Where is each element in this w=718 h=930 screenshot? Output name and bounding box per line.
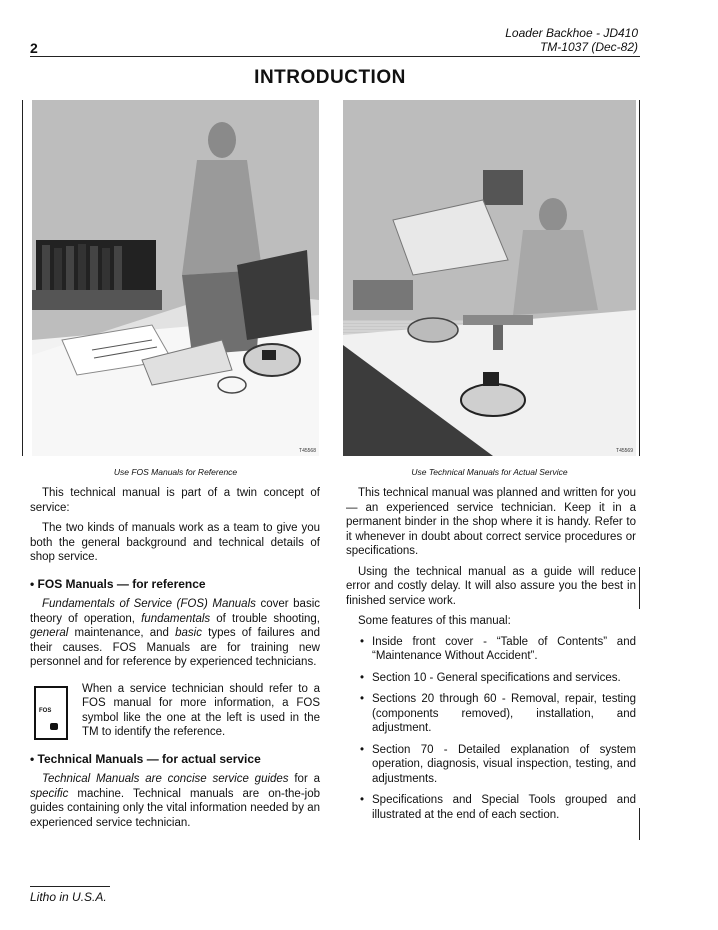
features-list [346, 635, 636, 823]
italic-text: fundamentals [141, 612, 211, 625]
section-heading: • Technical Manuals — for actual service [30, 751, 261, 766]
body-paragraph: This technical manual was planned and written for you — an experienced service technician. Keep it in a permanent binder in the shop where it is handy. Refer to it whenever in doubt about correct service procedures or specifications. [346, 487, 636, 557]
photo-fos-manuals-illustration [32, 100, 319, 456]
fos-symbol-mark [50, 723, 58, 730]
header-model: Loader Backhoe - JD410 [505, 26, 638, 40]
right-column [346, 486, 636, 829]
list-item: • Section 70 - Detailed explanation of system operation, diagnosis, visual inspection, testing, and adjustments. [372, 743, 636, 787]
text-run: maintenance, and [68, 627, 176, 639]
fos-symbol-paragraph: When a service technician should refer to a FOS manual for more information, a FOS symbol like the one at the left is used in the TM to identify the reference. [82, 682, 320, 738]
photo-technical-manuals-illustration [343, 100, 636, 456]
page-number: 2 [30, 40, 38, 56]
header-manual-id: TM-1037 (Dec-82) [539, 40, 638, 54]
italic-text: specific [30, 787, 69, 800]
page-title: INTRODUCTION [254, 67, 406, 88]
figure-caption: Use FOS Manuals for Reference [113, 467, 238, 477]
text-run: cover basic theory of operation, [30, 598, 321, 625]
italic-text: general [30, 627, 69, 639]
photo-fos-manuals [32, 100, 319, 456]
features-intro: Some features of this manual: [358, 615, 511, 627]
list-item: • Section 10 - General specifications and services. [372, 671, 636, 686]
photo-code: T45569 [616, 448, 633, 454]
body-paragraph: Using the technical manual as a guide will reduce error and costly delay. It will also assure you the best in finished service work. [346, 565, 636, 607]
fos-paragraph [30, 597, 320, 670]
text-run: of trouble shooting, [210, 612, 320, 625]
text-run: types of failures and their causes. FOS Manuals are for training new personnel and for reference by experienced technicians. [30, 627, 320, 668]
italic-text: Fundamentals of Service (FOS) Manuals [42, 598, 256, 610]
document-header [505, 26, 638, 54]
intro-paragraph: The two kinds of manuals work as a team to give you both the general background and technical details of shop service. [30, 522, 320, 563]
list-item: • Sections 20 through 60 - Removal, repair, testing (components removed), installation, and adjustment. [372, 692, 636, 736]
change-bar-left [22, 100, 23, 456]
text-run: machine. Technical manuals are on-the-job guides containing only the vital information needed by an experienced service technician. [30, 787, 320, 829]
heading-text: Technical Manuals — for actual service [37, 751, 261, 766]
heading-text: FOS Manuals — for reference [37, 576, 206, 591]
change-bar [639, 808, 640, 840]
figure-caption: Use Technical Manuals for Actual Service [411, 467, 568, 477]
fos-symbol-block [30, 682, 320, 740]
footer-litho: Litho in U.S.A. [30, 890, 107, 904]
change-bar-right-photo [639, 100, 640, 456]
italic-text: Technical Manuals are concise service guides [42, 773, 289, 785]
tm-paragraph [30, 772, 320, 830]
list-item: • Specifications and Special Tools grouped and illustrated at the end of each section. [372, 793, 636, 822]
text-run: for a [288, 773, 320, 785]
list-item: • Inside front cover - “Table of Contents” and “Maintenance Without Accident”. [372, 635, 636, 664]
fos-symbol-icon [34, 686, 68, 740]
footer-rule [30, 886, 110, 887]
intro-paragraph: This technical manual is part of a twin concept of service: [30, 487, 320, 514]
header-rule [30, 56, 640, 57]
section-heading: • FOS Manuals — for reference [30, 576, 206, 591]
photo-technical-manuals [343, 100, 636, 456]
left-column [30, 486, 320, 836]
italic-text: basic [175, 627, 202, 639]
change-bar [639, 567, 640, 609]
photo-code: T45568 [299, 448, 316, 454]
fos-symbol-label: FOS [39, 707, 52, 714]
